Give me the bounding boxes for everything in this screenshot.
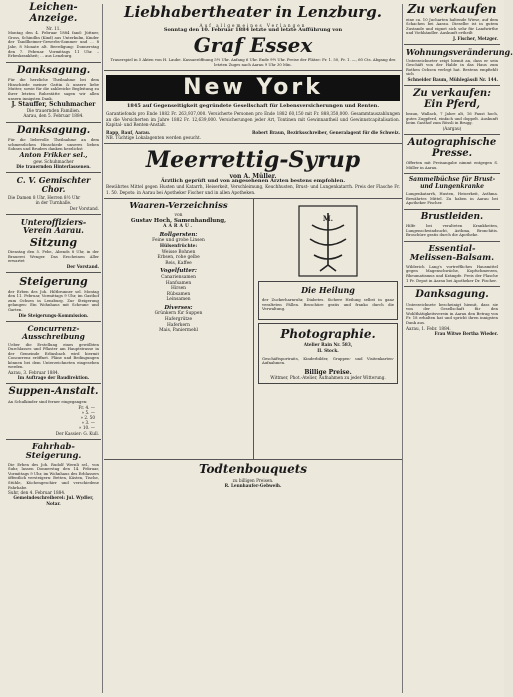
ad-subtitle: Atelier Rain Nr. 583,	[303, 342, 353, 348]
category-title: Diverses:	[164, 304, 193, 311]
ad-title: Meerrettig-Syrup	[145, 146, 361, 173]
ware-item: Mais, Paniermehl	[159, 328, 198, 334]
ad-from: von	[174, 212, 183, 218]
ad-title: Liebhabertheater in Lenzburg.	[124, 3, 382, 21]
ad-body: Offerten mit Preisangabe nimmt entgegen S. Müller in Aarau.	[406, 160, 498, 170]
ad-number: Nr. 11.	[46, 26, 61, 31]
ware-item: Hanfsamen	[165, 280, 192, 286]
ad-title: Waaren-Verzeichniss	[129, 201, 228, 212]
ad-signature: Rapp, Bauf, Aarau.	[106, 129, 151, 135]
ad-name: Anton Frikker sel.,	[19, 150, 88, 159]
ad-signature: Schneider Baum, Mühlegässli Nr. 144.	[407, 76, 498, 82]
ad-title: Zu verkaufen: Ein Pferd,	[413, 88, 491, 110]
ad-meerrettig-syrup	[104, 144, 402, 199]
ad-title: Essential-Melissen-Balsam.	[409, 243, 495, 263]
ad-subtitle: Sitzung	[29, 235, 78, 249]
ware-item: Canariensamen	[161, 274, 196, 280]
ad-body: Bewährtes Mittel gegen Husten und Katarrh, Heiserkeit, Verschleimung, Keuchhusten, Brust- und Lungenkatarrh. Preis der Flasche Fr. 1. 50. Depots: in Aarau bei Apotheker Fischer und in allen Apotheken.	[106, 184, 400, 195]
ad-title: Danksagung.	[16, 124, 91, 136]
ad-body: Hilfe bei veralteten Krankheiten, Lungenschwindsucht, Asthma, Bronchitis. Broschüre gratis durch die Apotheke.	[406, 223, 498, 238]
ad-merchant: Gustav Hoch, Samenhandlung,	[130, 217, 227, 224]
ad-signature: Der Vorstand.	[66, 263, 99, 269]
ad-title: Unteroffiziers-Verein Aarau.	[20, 216, 87, 236]
ad-danksagung-3	[404, 287, 500, 339]
ad-melissen-balsam	[404, 242, 500, 287]
ad-place-date: Suhr, den 4. Februar 1884.	[8, 490, 66, 496]
ad-signature: R. Lennhaufer-Gebweih.	[224, 482, 282, 488]
ad-title: Fahrhab-Steigerung.	[25, 441, 82, 461]
ware-item: Haferkern	[167, 322, 190, 328]
ad-body: Für die liebevolle Theilnahme an dem schmerzlichen Hinschiede unseres lieben Sohnes und Bruders danken herzlichst	[8, 137, 99, 152]
ad-body: Die Erben des Joh. Rudolf Wernli sel., von Suhr, lassen Donnerstag den 14. Februar, Vormittags 9 Uhr, im Wohnhaus des Erblassers öffentlich versteigern: Betten, Kästen, Tische, Stühle, Küchengeschirr und verschiedene Fahrhabe.	[8, 461, 99, 490]
ad-place-date: Aarau, 3. Februar 1884.	[8, 370, 60, 376]
center-lower-area	[104, 199, 402, 460]
ware-item: Erbsen, rohe gelbe	[157, 255, 200, 261]
ad-autographische-presse	[404, 135, 500, 174]
amount-item: Fr. 4. —	[78, 404, 95, 410]
ad-heilung	[258, 281, 398, 320]
ad-subtitle: II. Stock.	[317, 347, 339, 353]
ad-line: Die Damen 8 Uhr, Herren 8½ Uhr	[8, 195, 81, 201]
ad-subtitle: Auf allgemeines Verlangen	[199, 22, 307, 28]
ad-title: Todtenbouquets	[198, 462, 308, 477]
ad-title: New York	[106, 75, 400, 101]
ad-signature: (Aargau)	[442, 125, 462, 131]
ad-body: Garantiefonds pro Ende 1882 Fr. 263,937,000. Versicherte Personen pro Ende 1882 60,150 mit Fr. 888,350,000. Gesammtauszahlungen an die Versicherten im Jahre 1882 Fr. 12,639,000. Versicherungen jeder Art, Tontinen mit Gewinnantheil und Gewinnstcapitalisation. Kapital- und Renten-Anstalt.	[106, 111, 400, 128]
ad-title: Concurrenz-Ausschreibung	[22, 323, 85, 341]
ad-brustleiden	[404, 210, 500, 242]
ad-waaren-verzeichniss	[104, 199, 254, 459]
ad-signature: Im Auftrage der Baudirektion.	[17, 375, 90, 381]
ad-gemischter-chor	[6, 173, 101, 214]
ad-sammelbuechse	[404, 174, 500, 209]
ad-body: Dienstag den 5. Febr., Abends 8 Uhr, in der Brauerei Wenger. Das Erscheinen Aller erwartet	[8, 249, 99, 264]
column-rule	[102, 4, 103, 693]
ad-signature: Die trauernden Hinterlassenen.	[16, 164, 91, 170]
ad-subline: Die trauernden Familien.	[26, 108, 81, 114]
amount-item: » 5. —	[81, 409, 95, 415]
ad-title: Autographische Presse.	[407, 137, 497, 159]
trademark-logo	[298, 205, 358, 277]
ad-body: Ueber die Erstellung eines gewölbten Durchlasses und Pflaster am Hauptstrasse in der Gemeinde Erlinsbach wird hiermit Concurrenz eröffnet. Pläne und Bedingungen können bei dem Unterzeichneten eingesehen werden.	[8, 341, 99, 370]
ad-todtenbouquets	[104, 460, 402, 491]
center-right-ads	[254, 199, 402, 459]
ad-leichen-anzeige	[6, 0, 101, 63]
ware-item: Grünkern für Suppen	[154, 311, 203, 317]
ad-date: Sonntag den 10. Februar 1884 letzte und letzte Aufführung von	[163, 26, 343, 33]
ad-subline: gew. Schuhmacher	[33, 158, 74, 164]
ad-lead: Ärztlich geprüft und von angesehenen Ärzten bestens empfohlen.	[160, 178, 346, 185]
ad-signature: Robert Braun, Bezirksschreiber, Generalagent für die Schweiz.	[251, 129, 400, 135]
ad-footnote: NB. Tüchtige Lokalagenten werden gesucht.	[106, 134, 201, 140]
ad-body: Für die herzliche Theilnahme bei dem Hinschiede meiner Gattin & unsere liebe Mutter, sowie für die zahlreiche Begleitung zu ihrer letzten Ruhestätte sagen wir allen unsern innigsten Dank.	[8, 77, 99, 101]
ad-body: Geschäftsportraits, Kinderbilder, Gruppen- und Visitenkarten-Aufnahmen.	[262, 355, 394, 366]
ad-title: C. V. Gemischter Chor.	[16, 175, 91, 194]
play-title: Graf Essex	[193, 33, 313, 58]
ware-item: Hafergrütze	[164, 317, 193, 323]
ware-item: Hirsen	[170, 286, 186, 292]
ad-signature: Die Steigerungs-Kommission.	[18, 312, 89, 318]
ware-item: Hülsenfrüchte:	[159, 243, 198, 249]
ad-body: Wilderich Lang's vortreffliches Hausmittel gegen Magenschwäche, Kopfschmerzen, Rheumatismus und Krämpfe. Preis der Flasche 1 Fr. Depot in Aarau bei Apotheker Dr. Fischer.	[406, 263, 498, 283]
ad-title: Sammelbüchse für Brust- und Lungenkranke	[408, 176, 496, 190]
ad-body: Trauerspiel in 5 Akten von H. Laube. Kassaeröffnung 5½ Uhr. Anfang 6 Uhr. Ende 9½ Uhr. Preise der Plätze: Fr. 1. 50, Fr. 1. —, 60 Cts. Abgang des letzten Zuges nach Aarau 9 Uhr 30 Min.	[110, 57, 396, 67]
ad-title: Steigerung	[19, 275, 88, 289]
ad-zu-verkaufen	[404, 0, 500, 45]
ad-body: Montag den 4. Februar 1884 fand: Jüttner, Gross, Schindlin (Kind) aus Unterkulm, Kinder der Tandlheimer-Gewerbs-Sommer und ... 8 Jahr, 8 Monate alt. Beerdigung: Donnerstag den 7. Februar. Vormittags 11 Uhr. – Erbeskrankheit; ... aus Lenzburg.	[8, 30, 99, 59]
ware-item: Weisse Bohnen	[161, 249, 196, 255]
amount-item: » 10. —	[78, 425, 95, 431]
column-left	[6, 0, 101, 697]
ad-signature: Frau Witwe Bertha Wieder.	[434, 330, 498, 336]
ad-title: Leichen-Anzeige.	[29, 2, 78, 24]
ad-signature: Der Kassier: G. Kull.	[55, 430, 99, 436]
ware-item: Reis, Kaffee	[165, 260, 192, 266]
column-center	[104, 0, 402, 697]
ad-signature: J. Fischer, Metzger.	[452, 35, 498, 41]
ad-signature: Gemeindeschreiberei: Jul. Wydler, Notar.	[13, 495, 94, 506]
ad-pferd	[404, 86, 500, 135]
column-rule	[402, 4, 403, 693]
ad-title: Suppen-Anstalt.	[8, 386, 99, 398]
ad-body: Lungenkatarrh, Husten, Heiserkeit, Asthma. Bewährtes Mittel. Zu haben in Aarau bei Apotheker Fischer.	[406, 190, 498, 206]
ad-place-date: Aarau, den 5. Februar 1884.	[23, 113, 84, 119]
ad-body: An Schulkinder sind ferner eingegangen:	[8, 398, 88, 404]
amount-item: » 3. —	[81, 420, 95, 426]
ad-danksagung-1	[6, 63, 101, 123]
ad-place: AARAU.	[163, 224, 194, 230]
ad-name: J. Stauffer, Schuhmacher	[11, 101, 96, 109]
ad-title: Wohnungsveränderung.	[406, 47, 513, 58]
ad-photographie	[258, 323, 398, 384]
ad-new-york-insurance	[104, 71, 402, 144]
ad-line: in der Turnhalle.	[35, 200, 72, 206]
category-title: Rollgersten:	[159, 231, 198, 238]
ad-concurrenz	[6, 322, 101, 385]
ad-danksagung-2	[6, 123, 101, 174]
ad-title: Brustleiden.	[420, 211, 484, 222]
ad-subtitle: 1845 auf Gegenseitigkeit gegründete Gesellschaft für Lebensversicherungen und Renten.	[126, 103, 380, 110]
ad-title: Danksagung.	[16, 64, 91, 76]
column-right	[404, 0, 513, 697]
amount-item: » 2. 50	[80, 414, 95, 420]
ad-steigerung	[6, 273, 101, 322]
category-title: Vogelfutter:	[160, 268, 197, 275]
ad-title: Zu verkaufen	[407, 2, 497, 16]
ad-body: eine ca. 10 Jucharten haltende Wiese, auf dem Schachen bei Aarau. Dieselbe ist in gutem Zustande und eignet sich sehr für Landwirthe und Viehhändler. Auskunft ertheilt	[406, 16, 498, 36]
ad-suppen-anstalt	[6, 384, 101, 439]
ad-body: Unterzeichnete bescheinigt hiemit, dass sie von der Gesellschaft für den Wohlthätigkeitsverein in Aarau den Betrag von Fr. 18 erhalten hat und spricht ihren innigsten Dank aus.	[406, 301, 498, 325]
ad-liebhabertheater	[104, 0, 402, 71]
ad-body: der Erben des Joh. Hiltbrunner sel. Montag den 11. Februar, Vormittags 9 Uhr, im Gasthof zum Ochsen in Lenzburg. Zur Steigerung gelangen: Ein Wohnhaus mit Scheune und Garten.	[8, 288, 99, 312]
ad-body: der Zuckerharnruhr, Diabetes. Sichere Heilung selbst in ganz veralteten Fällen. Broschüre gratis und franko durch die Verwaltung.	[262, 297, 394, 312]
ad-place-date: Aarau, 1. Febr. 1884.	[406, 325, 451, 331]
ad-subtitle: zu billigen Preisen.	[232, 477, 274, 483]
amount-list	[8, 405, 99, 431]
ad-byline: von A. Müller.	[229, 173, 277, 181]
ad-signature: Wittmer, Phot.-Atelier, Aufnahmen zu jeder Witterung.	[270, 374, 386, 380]
ware-item: Feine und grobe Linsen	[152, 238, 205, 244]
ad-title: Danksagung.	[415, 289, 489, 301]
ad-wohnungsveraenderung	[404, 45, 513, 86]
ad-body: Unterzeichneter zeigt hiemit an, dass er sein Geschäft von der Halde in das Haus zum Rothen Ochsen verlegt hat. Bestens empfiehlt sich	[406, 57, 498, 77]
ad-unteroffiziers-verein	[6, 215, 101, 273]
ware-item: Rübsamen	[166, 291, 191, 297]
ware-item: Leinsamen	[166, 297, 191, 303]
logo-mark-letter: M.	[322, 214, 334, 224]
ad-fahrhab-steigerung	[6, 440, 101, 509]
ad-title: Die Heilung	[301, 285, 355, 296]
ad-price: Billige Preise.	[304, 368, 352, 376]
ad-body: braun, Wallach, 7 Jahre alt, 16 Faust hoch, gutes Zugpferd, einfach und doppelt. Auskunft beim Gasthof zum Rössli in Brugg.	[406, 111, 498, 126]
ad-signature: Der Vorstand.	[69, 205, 99, 211]
ad-title: Photographie.	[280, 326, 376, 341]
